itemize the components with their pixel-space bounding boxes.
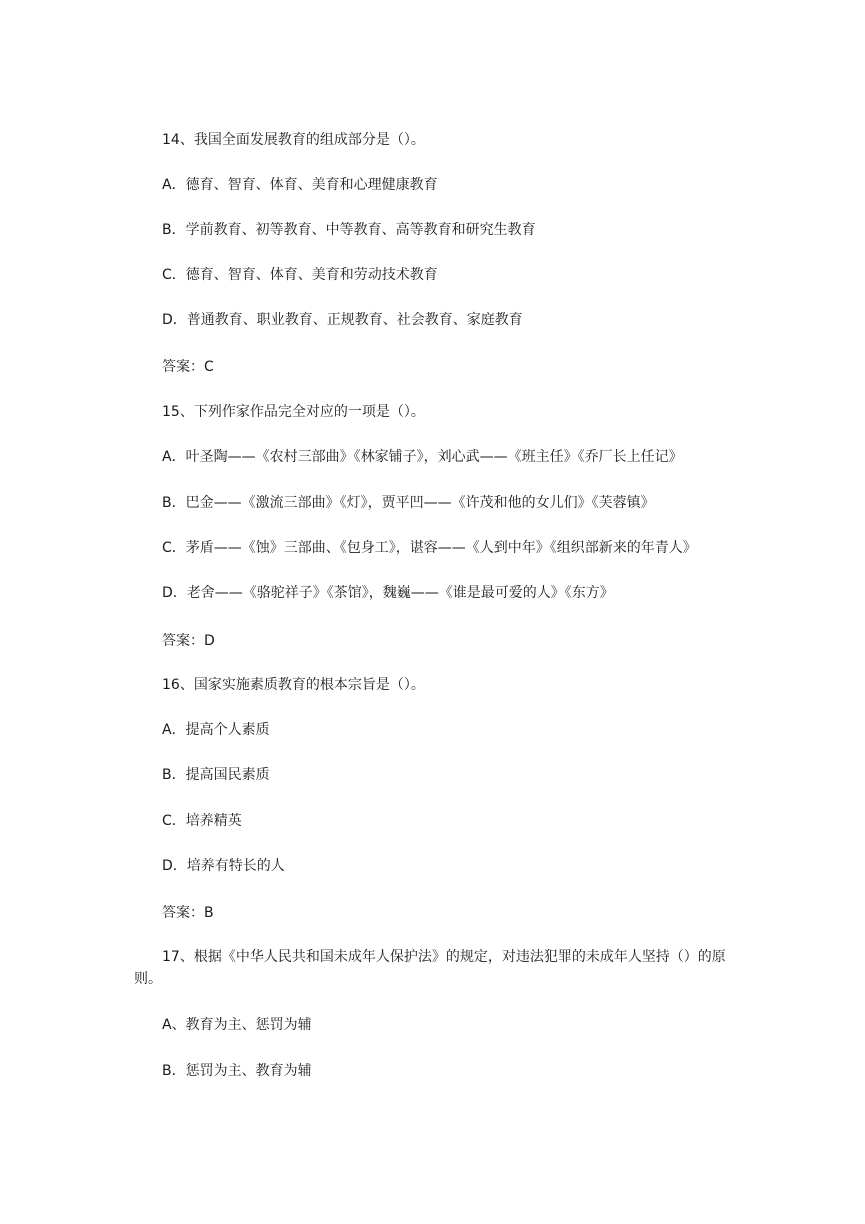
question-16-option-b: B．提高国民素质 — [162, 767, 270, 783]
question-16-option-a: A．提高个人素质 — [162, 722, 270, 738]
question-16-answer: 答案：B — [162, 905, 214, 921]
question-14-option-b: B．学前教育、初等教育、中等教育、高等教育和研究生教育 — [162, 222, 536, 238]
question-15-option-a: A．叶圣陶——《农村三部曲》《林家铺子》，刘心武——《班主任》《乔厂长上任记》 — [162, 449, 683, 465]
question-17-option-b: B．惩罚为主、教育为辅 — [162, 1063, 312, 1079]
question-14-stem: 14、我国全面发展教育的组成部分是（）。 — [162, 132, 425, 148]
question-15-answer: 答案：D — [162, 633, 215, 649]
question-14-option-d: D．普通教育、职业教育、正规教育、社会教育、家庭教育 — [162, 312, 523, 328]
question-15-option-b: B．巴金——《激流三部曲》《灯》，贾平凹——《许茂和他的女儿们》《芙蓉镇》 — [162, 495, 655, 511]
question-14-answer: 答案：C — [162, 359, 214, 375]
question-16-stem: 16、国家实施素质教育的根本宗旨是（）。 — [162, 677, 425, 693]
question-16-option-c: C．培养精英 — [162, 813, 242, 829]
question-14-option-a: A．德育、智育、体育、美育和心理健康教育 — [162, 177, 438, 193]
question-14-option-c: C．德育、智育、体育、美育和劳动技术教育 — [162, 267, 438, 283]
question-15-option-c: C．茅盾——《蚀》三部曲、《包身工》，谌容——《人到中年》《组织部新来的年青人》 — [162, 540, 697, 556]
question-17-option-a: A、教育为主、惩罚为辅 — [162, 1017, 312, 1033]
question-17-stem: 17、根据《中华人民共和国未成年人保护法》的规定，对违法犯罪的未成年人坚持（）的原则。 — [134, 949, 726, 987]
question-16-option-d: D．培养有特长的人 — [162, 858, 285, 874]
question-15-option-d: D．老舍——《骆驼祥子》《茶馆》，魏巍——《谁是最可爱的人》《东方》 — [162, 585, 614, 601]
question-15-stem: 15、下列作家作品完全对应的一项是（）。 — [162, 404, 425, 420]
